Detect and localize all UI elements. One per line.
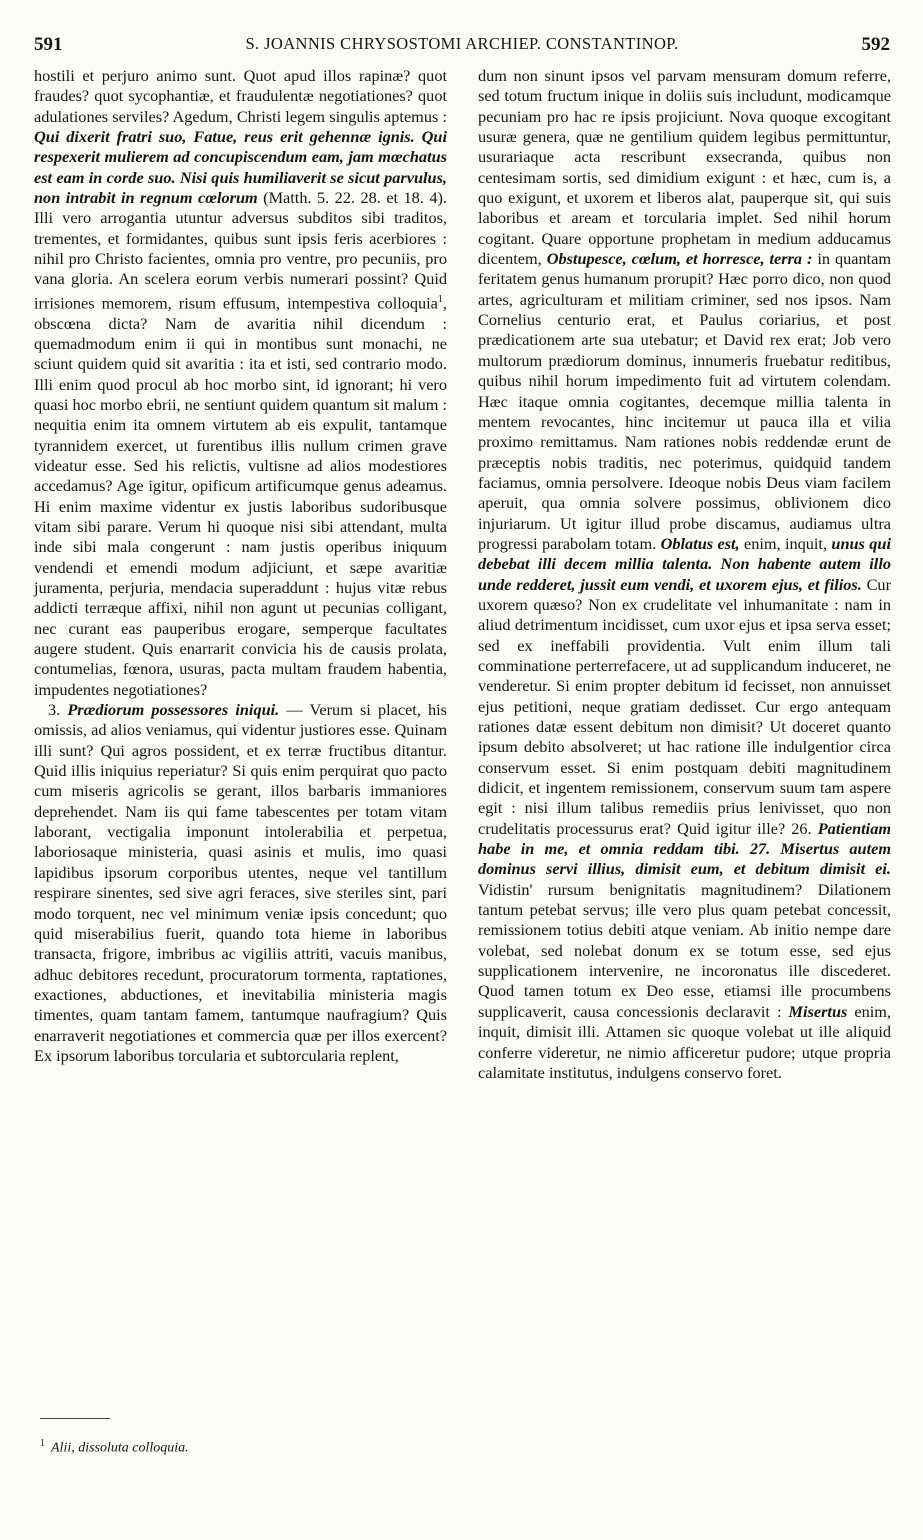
footnote-text: Alii, dissoluta colloquia.: [51, 1440, 189, 1456]
text-run: enim, inquit,: [739, 533, 832, 553]
page-number-right: 592: [861, 34, 890, 55]
footnote: [40, 1438, 440, 1457]
footnote-mark: 1: [40, 1438, 45, 1449]
text-run: Illi vero arrogantia utuntur adversus subditos sibi traditos, trementes, et formidantes, quibus sunt ipsis feris acerbiores : nihil pro Christo facientes, omnia pro ventre, pro pecuniis, pro vana gloria. An scelera eorum verbis numerari possint? Quid irrisiones memorem, risum effusum, intempestiva colloquia: [34, 208, 447, 313]
section-number: 3.: [48, 700, 61, 720]
text-run: hostili et perjuro animo sunt. Quot apud illos rapinæ? quot fraudes? quot sycophantiæ, et fraudulentæ negotiationes? quot adulationes serviles? Agedum, Christi legem singulis aptemus :: [34, 66, 447, 126]
scripture-reference: (Matth. 5. 22. 28. et 18. 4).: [257, 188, 447, 208]
right-column: [478, 66, 891, 1083]
text-run: Vidistin' rursum benignitatis magnitudinem? Dilationem tantum petebat servus; ille vero plus quam petebat concessit, remissionem totius debiti atque veniam. Ab initio nempe dare volebat, sed nolebat donum ex se totum esse, sed ejus supplicationem intervenire, ne incoronatus ille discederet. Quod tamen totum ex Deo esse, etiamsi ille procumbens supplicaverit, causa concessionis declaravit :: [478, 879, 891, 1021]
right-paragraph-1: [478, 66, 891, 1083]
left-paragraph-2: [34, 700, 447, 1066]
section-heading: Prædiorum possessores iniqui.: [67, 700, 280, 720]
left-column: [34, 66, 447, 1066]
scripture-quote: Obstupesce, cœlum, et horresce, terra :: [546, 249, 813, 269]
text-run: dum non sinunt ipsos vel parvam mensuram domum referre, sed totum fructum inique in doliis suis includunt, modicamque pecuniam pro hac re ipsis projiciunt. Nova quoque excogitant usuræ genera, quæ ne gentilium quidem legibus permittuntur, usurariaque acta rescribunt exsecranda, quibus non centesimam sortis, sed dimidium exigunt : et hæc, cum is, a quo exigunt, et uxorem et liberos alat, pauperque sit, qui suis laboribus et aream et torcularia implet. Sed nihil horum cogitant. Quare opportune prophetam in medium adducamus dicentem,: [478, 66, 891, 269]
running-title: S. JOANNIS CHRYSOSTOMI ARCHIEP. CONSTANTINOP.: [245, 34, 679, 53]
text-run: enim, inquit, dimisit illi. Attamen sic quoque volebat ut ille aliquid conferre videretur, ne nimio afficeretur pudore; utque propria calamitate institutus, indulgens conservo foret.: [478, 1001, 892, 1082]
scripture-quote: Patientiam habe in me, et omnia reddam tibi. 27. Misertus autem dominus servi illius, dimisit eum, et debitum dimisit ei.: [478, 818, 891, 879]
text-run: — Verum si placet, his omissis, ad alios veniamus, qui videntur justiores esse. Quinam illi sunt? Qui agros possident, et ex terræ fructibus ditantur. Quid illis iniquius reperiatur? Si quis enim perquirat quo pacto cum miseris agricolis se gerant, illos barbaris immaniores deprehendet. Nam iis qui fame tabescentes per totam vitam laborant, vectigalia imponunt intolerabilia et perpetua, laboriosaque ministeria, quasi asinis et mulis, imo quasi lapidibus ipsorum corporibus utentes, neque vel tantillum respirare sinentes, sed sive agri feraces, sive steriles sint, pari modo torquent, nec vel minimum veniæ ipsis concedunt; quo quid miserabilius fuerit, quando tota hieme in laboribus transacta, frigore, imbribus ac vigiliis attriti, vacuis manibus, adhuc debitores recedunt, procuratorum tormenta, raptationes, exactiones, abductiones, et inevitabilia ministeria magis timentes, quam tantam famem, tantumque naufragium? Quis enarraverit negotiationes et commercia quæ per illos exercent? Ex ipsorum laboribus torcularia et subtorcularia replent,: [34, 700, 447, 1065]
scripture-quote: Oblatus est,: [660, 533, 740, 553]
page-number-left: 591: [34, 34, 63, 55]
text-run: , obscœna dicta? Nam de avaritia nihil dicendum : quemadmodum enim ii qui in montibus sunt monachi, ne sciunt quidem quid sit avaritia : ita et isti, sed contrario modo. Illi enim quod procul ab hoc morbo sint, id ignorant; hi vero quasi hoc morbo ebrii, ne sentiunt quidem quantum sit malum : nequitia enim ita omnem virtutem ab eis expulit, tantamque tyrannidem exercet, ut furentibus illis nullum crimen grave videatur esse. Sed his relictis, vultisne ad alios modestiores accedamus? Age igitur, opificum artificumque genus adeamus. Hi enim maxime videntur ex justis laboribus sudoribusque vitam sibi parare. Verum hi quoque nisi sibi attendant, multa inde sibi mala congerunt : nam justis operibus iniquum vendendi et emendi modum adjiciunt, et sæpe avaritiæ juramenta, perjuria, mendacia superaddunt : hujus vitæ rebus addicti terræque affixi, nihil non agunt ut pecunias colligant, nec curant eas pauperibus erogare, semperque facultates augere student. Quis enarrarit convicia his de causis prolata, contumelias, fœnora, usuras, pacta multam fraudem habentia, impudentes negotiationes?: [34, 293, 447, 699]
text-run: in quantam feritatem genus humanum prorupit? Hæc porro dico, non quod artes, agriculturam et militiam criminer, sed nos ipsos. Nam Cornelius centurio erat, et Paulus coriarius, et post prædicationem arte sua utebatur; et David rex erat; Job vero multorum prædiorum dominus, innumeris fruebatur reditibus, quibus nihil horum impedimento fuit ad virtutem colendam. Hæc itaque omnia cogitantes, decemque millia talenta in mentem revocantes, hinc incitemur ut pauca illa et vilia proximo remittamus. Nam rationes nobis reddendæ erunt de præceptis nobis traditis, nec poterimus, quidquid tandem faciamus, omnia persolvere. Ideoque nobis Deus viam facilem aperuit, qua omnia solvere possimus, oblivionem dico injuriarum. Ut igitur illud probe discamus, audiamus ultra progressi parabolam totam.: [478, 249, 892, 553]
footnote-reference: 1: [437, 293, 443, 305]
footnote-divider: [40, 1418, 110, 1419]
scripture-quote: Qui dixerit fratri suo, Fatue, reus erit gehennæ ignis. Qui respexerit mulierem ad concupiscendum eam, jam mœchatus est eam in corde suo. Nisi quis humiliaverit se sicut parvulus, non intrabit in regnum cœlorum: [34, 127, 447, 208]
scripture-quote: Misertus: [788, 1001, 848, 1021]
left-paragraph-1: [34, 66, 447, 700]
text-run: Cur uxorem quæso? Non ex crudelitate vel inhumanitate : nam in aliud detrimentum incidisset, cum uxor ejus et ipsa serva esset; sed ex ineffabili providentia. Vult enim illum tali comminatione perterrefacere, ut ad supplicandum induceret, ne venderetur. Si enim propter debitum id fecisset, non annuisset ejus petitioni, neque gratiam dedisset. Cur ergo antequam rationes datæ essent debitum non dimisit? Ut doceret quanto ipsum debito absolveret; ut hac ratione ille indulgentior circa conservum esset. Si enim postquam debiti magnitudinem didicit, et ingentem remissionem, conservum suum tam aspere egit : nisi illum talibus remediis prius lenivisset, quo non crudelitatis processurus erat? Quid igitur ille? 26.: [478, 574, 891, 838]
scripture-quote: unus qui debebat illi decem millia talenta. Non habente autem illo unde redderet, jussit eum vendi, et uxorem ejus, et filios.: [478, 533, 891, 594]
page-header: [34, 34, 890, 64]
